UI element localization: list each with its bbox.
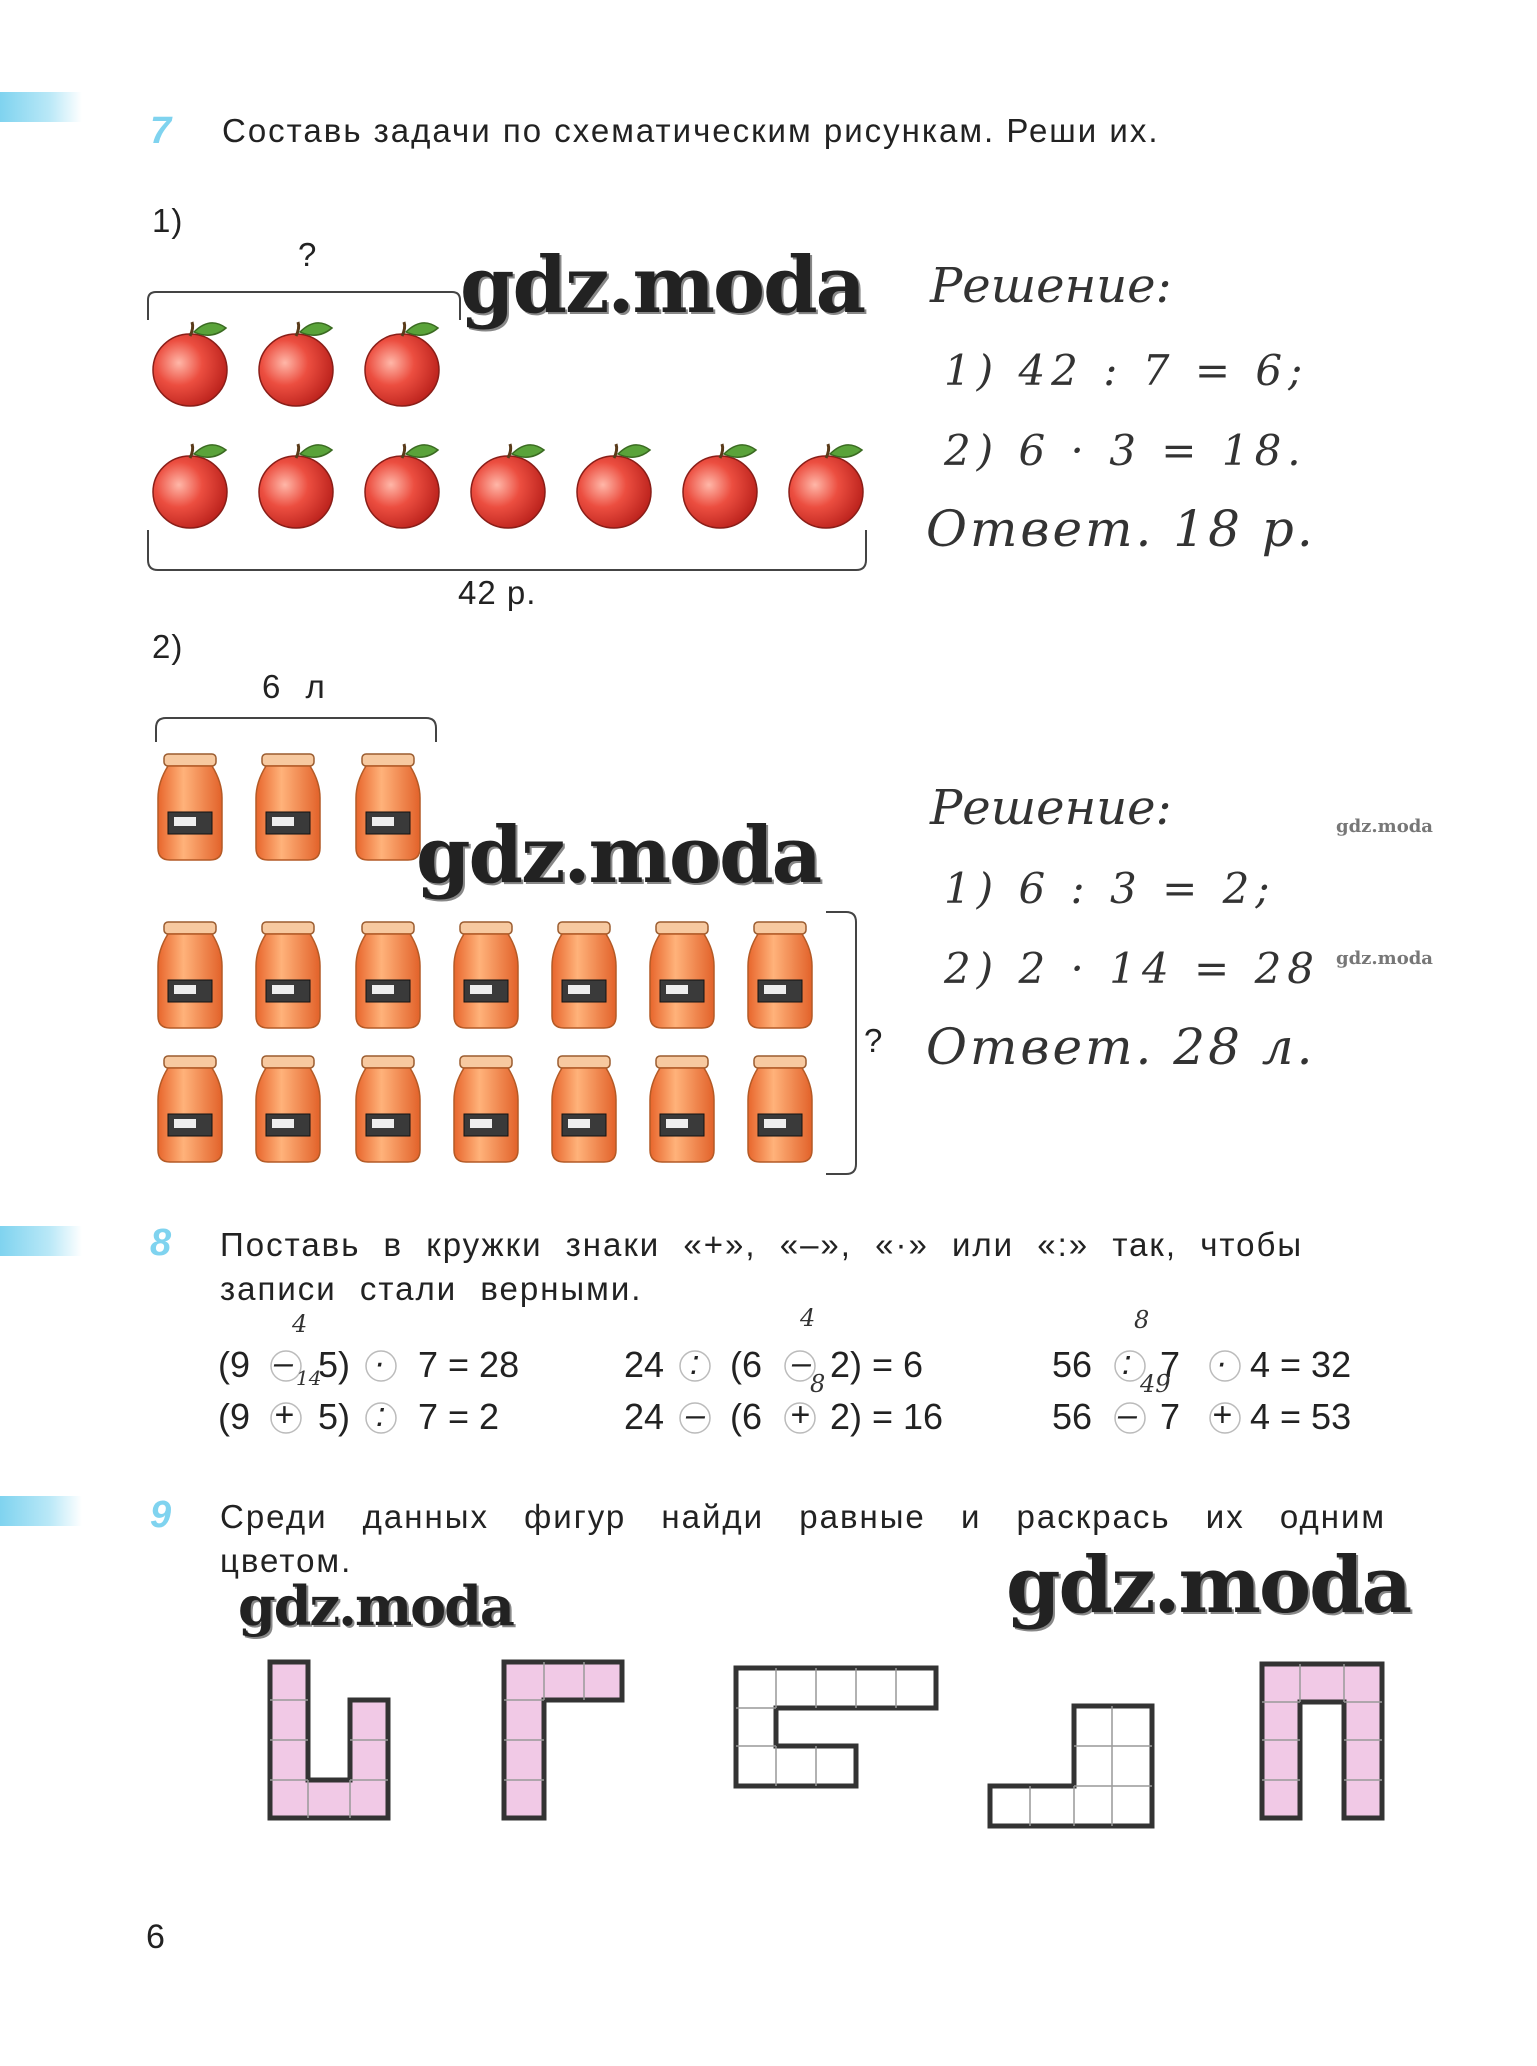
exercise-8-line-1: Поставь в кружки знаки «+», «–», «·» или «:» так, чтобы — [220, 1226, 1304, 1263]
expr-6-note: 49 — [1140, 1370, 1171, 1398]
expr-3-op-2[interactable]: – — [792, 1344, 811, 1382]
solution-2-title: Решение: — [930, 780, 1172, 836]
watermark-2: gdz.moda — [416, 810, 821, 901]
watermark-small-1: gdz.moda — [1336, 816, 1433, 837]
exercise-number-7: 7 — [150, 110, 172, 152]
solution-1-answer: Ответ. 18 р. — [926, 500, 1316, 558]
expr-3-a: 24 — [624, 1344, 665, 1385]
expr-6-a: 56 — [1052, 1396, 1093, 1437]
solution-1-title: Решение: — [930, 258, 1172, 314]
solution-2-step-1: 1) 6 : 3 = 2; — [944, 864, 1276, 913]
problem-1-top-question: ? — [298, 236, 318, 273]
problem-1-label: 1) — [152, 202, 184, 239]
expr-3-note: 4 — [800, 1304, 816, 1332]
expr-2-c: 7 = 2 — [418, 1396, 500, 1437]
expr-5-op-2[interactable]: · — [1216, 1344, 1228, 1382]
expr-4-b: (6 — [730, 1396, 763, 1437]
expr-2-b: 5) — [318, 1396, 351, 1437]
problem-2-top-label: 6 л — [262, 668, 326, 705]
exercise-9-line-1: Среди данных фигур найди равные и раскрась их одним — [220, 1498, 1387, 1535]
expr-4-note: 8 — [810, 1370, 826, 1398]
expr-2-note: 14 — [296, 1366, 322, 1390]
solution-1-step-2: 2) 6 · 3 = 18. — [944, 426, 1307, 475]
watermark-3: gdz.moda — [238, 1574, 513, 1638]
exercise-9-line-2: цветом. — [220, 1542, 353, 1579]
figure-p-shape-2 — [1262, 1664, 1382, 1818]
figure-u-shape — [270, 1662, 388, 1818]
expr-1-a: (9 — [218, 1344, 251, 1385]
page-number: 6 — [146, 1918, 166, 1956]
expr-4-op-2[interactable]: + — [790, 1396, 810, 1434]
exercise-7-title: Составь задачи по схематическим рисункам. Реши их. — [222, 112, 1160, 149]
figure-step-shape — [990, 1706, 1152, 1826]
watermark-1: gdz.moda — [460, 240, 865, 331]
watermark-small-2: gdz.moda — [1336, 948, 1433, 969]
problem-1-total-label: 42 р. — [458, 574, 537, 611]
expr-6-b: 7 — [1160, 1396, 1181, 1437]
expr-5-c: 4 = 32 — [1250, 1344, 1352, 1385]
expr-2-op-2[interactable]: : — [376, 1396, 386, 1434]
expr-6-op-1[interactable]: – — [1118, 1396, 1137, 1434]
figure-c-shape — [736, 1668, 936, 1786]
expr-4-c: 2) = 16 — [830, 1396, 944, 1437]
solution-1-step-1: 1) 42 : 7 = 6; — [944, 346, 1309, 395]
expr-5-note: 8 — [1134, 1306, 1150, 1334]
expr-2-op-1[interactable]: + — [274, 1396, 294, 1434]
expr-6-op-2[interactable]: + — [1212, 1396, 1232, 1434]
expr-5-b: 7 — [1160, 1344, 1181, 1385]
expr-1-op-1[interactable]: – — [274, 1344, 293, 1382]
solution-2-step-2: 2) 2 · 14 = 28 — [944, 944, 1321, 993]
expr-4-op-1[interactable]: – — [686, 1396, 705, 1434]
expr-1-b: 5) — [318, 1344, 351, 1385]
expr-4-a: 24 — [624, 1396, 665, 1437]
solution-2-answer: Ответ. 28 л. — [926, 1018, 1316, 1076]
exercise-8-line-2: записи стали верными. — [220, 1270, 643, 1307]
problem-2-side-question: ? — [864, 1022, 884, 1059]
exercise-number-9: 9 — [150, 1494, 172, 1536]
expr-1-op-2[interactable]: · — [374, 1344, 386, 1382]
expr-1-c: 7 = 28 — [418, 1344, 520, 1385]
problem-2-label: 2) — [152, 628, 184, 665]
expr-5-a: 56 — [1052, 1344, 1093, 1385]
expr-3-b: (6 — [730, 1344, 763, 1385]
expr-3-c: 2) = 6 — [830, 1344, 924, 1385]
expr-1-note: 4 — [292, 1310, 308, 1338]
expr-6-c: 4 = 53 — [1250, 1396, 1352, 1437]
exercise-number-8: 8 — [150, 1222, 172, 1264]
watermark-4: gdz.moda — [1006, 1540, 1411, 1631]
expr-3-op-1[interactable]: : — [690, 1344, 700, 1382]
expr-2-a: (9 — [218, 1396, 251, 1437]
figure-p-shape-1 — [504, 1662, 622, 1818]
expr-5-op-1[interactable]: : — [1122, 1344, 1132, 1382]
